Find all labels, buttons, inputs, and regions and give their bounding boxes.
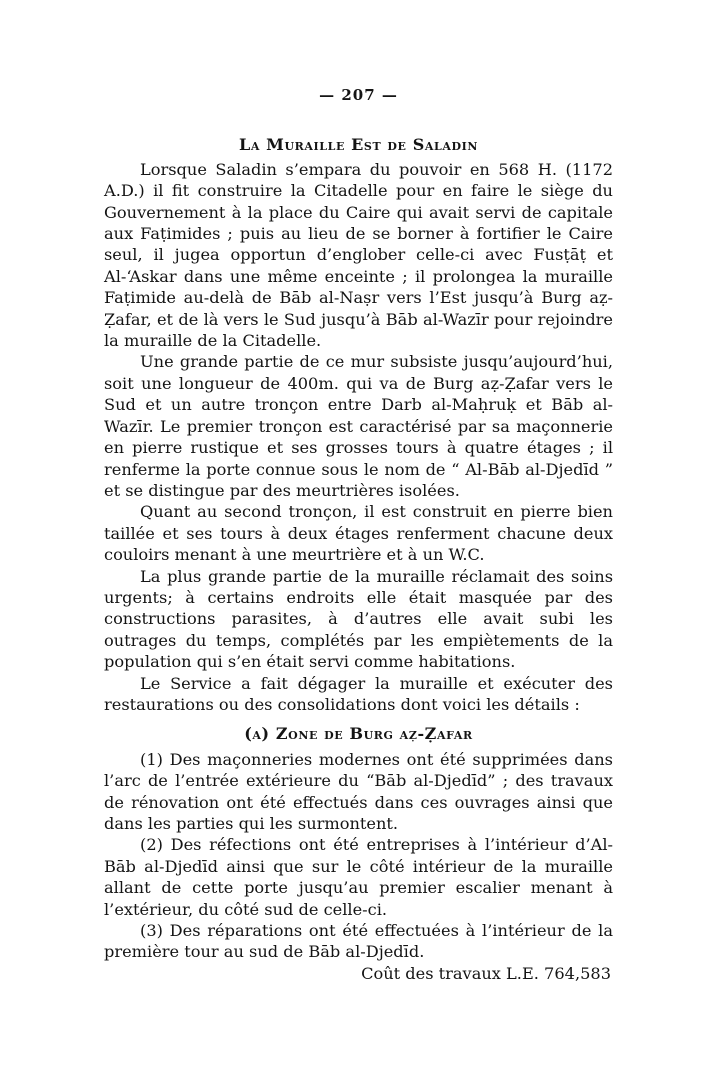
paragraph: Quant au second tronçon, il est construit en pierre bien taillée et ses tours à deux étages renferment chacune deux couloirs menant à une meurtrière et à un W.C. — [104, 502, 613, 565]
paragraph: Lorsque Saladin s’empara du pouvoir en 568 H. (1172 A.D.) il fit construire la Citadelle pour en faire le siège du Gouvernement à la place du Caire qui avait servi de capitale aux Faṭimides ; puis au lieu de se borner à fortifier le Caire seul, il jugea opportun d’englober celle-ci avec Fusṭāṭ et Al-‘Askar dans une même enceinte ; il prolongea la muraille Faṭimide au-delà de Bāb al-Naṣr vers l’Est jusqu’à Burg aẓ-Ẓafar, et de là vers le Sud jusqu’à Bāb al-Wazīr pour rejoindre la muraille de la Citadelle. — [104, 159, 613, 351]
zone-title: (a) Zone de Burg aẓ-Ẓafar — [244, 724, 473, 744]
section-title: La Muraille Est de Saladin — [239, 135, 478, 155]
page — [104, 85, 613, 984]
paragraph: (1) Des maçonneries modernes ont été supprimées dans l’arc de l’entrée extérieure du “Bāb al-Djedīd” ; des travaux de rénovation ont été effectués dans ces ouvrages ainsi que dans les parties qui les surmontent. — [104, 749, 613, 833]
cost-line: Coût des travaux L.E. 764,583 — [361, 963, 611, 983]
paragraph: La plus grande partie de la muraille réclamait des soins urgents; à certains endroits elle était masquée par des constructions parasites, à d’autres elle avait subi les outrages du temps, complétés par les empiètements de la population qui s’en était servi comme habitations. — [104, 566, 613, 672]
paragraph: (2) Des réfections ont été entreprises à l’intérieur d’Al-Bāb al-Djedīd ainsi que sur le côté intérieur de la muraille allant de cette porte jusqu’au premier escalier menant à l’extérieur, du côté sud de celle-ci. — [104, 835, 613, 919]
page-number: — 207 — — [319, 86, 398, 104]
paragraph: (3) Des réparations ont été effectuées à l’intérieur de la première tour au sud de Bāb al-Djedīd. — [104, 921, 613, 962]
paragraph: Une grande partie de ce mur subsiste jusqu’aujourd’hui, soit une longueur de 400m. qui va de Burg aẓ-Ẓafar vers le Sud et un autre tronçon entre Darb al-Maḥruḳ et Bāb al-Wazīr. Le premier tronçon est caractérisé par sa maçonnerie en pierre rustique et ses grosses tours à quatre étages ; il renferme la porte connue sous le nom de “ Al-Bāb al-Djedīd ” et se distingue par des meurtrières isolées. — [104, 352, 613, 500]
paragraph: Le Service a fait dégager la muraille et exécuter des restaurations ou des consolidations dont voici les détails : — [104, 673, 613, 714]
